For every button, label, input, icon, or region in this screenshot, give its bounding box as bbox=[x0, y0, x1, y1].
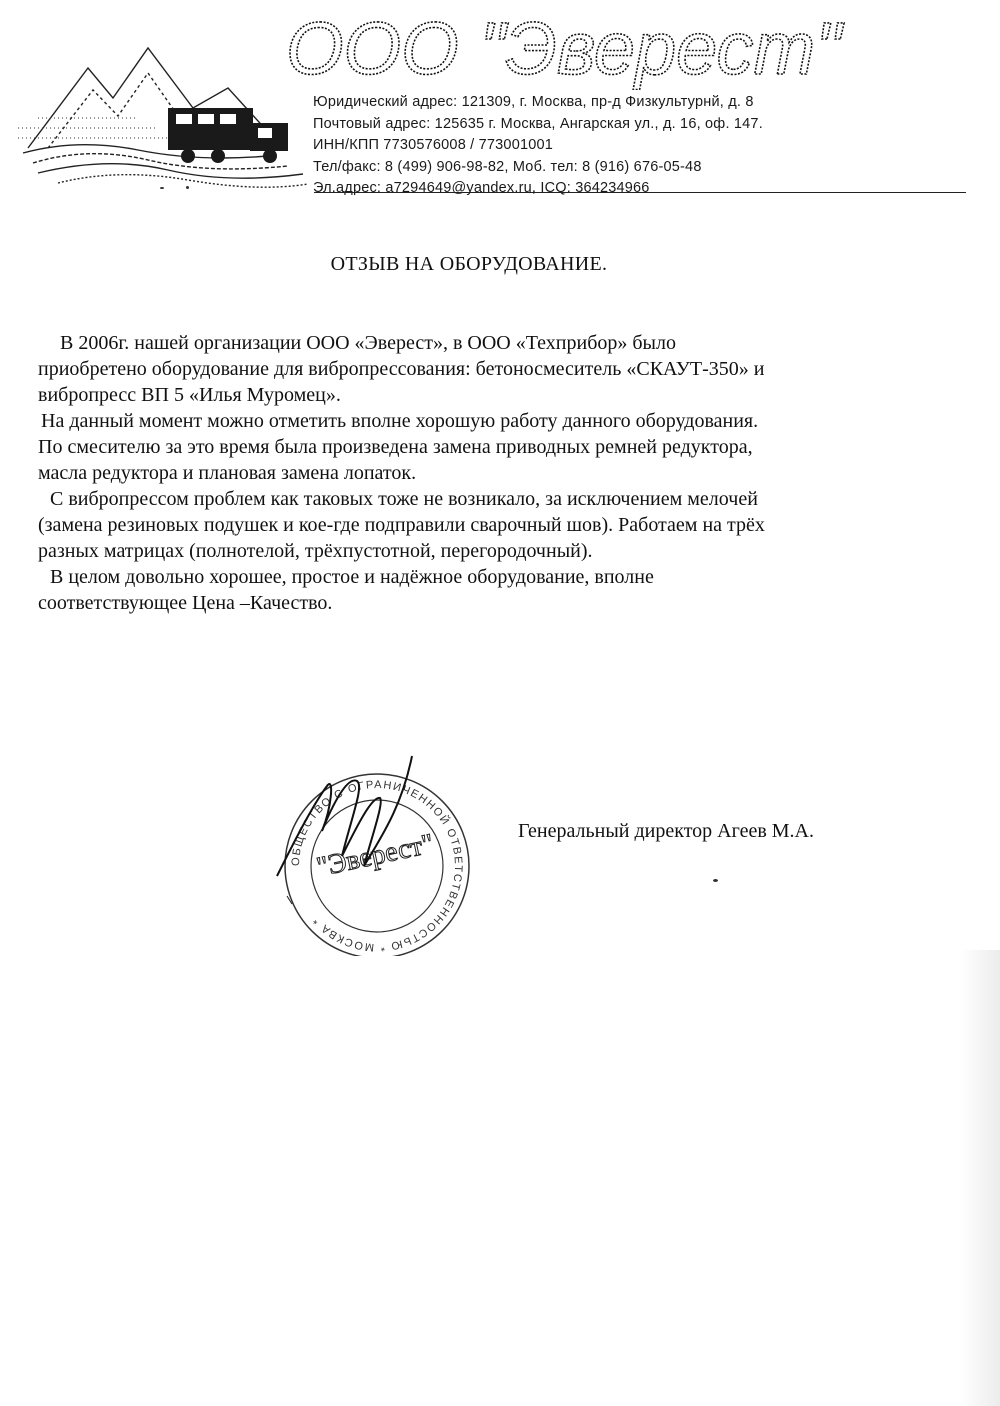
body-line: На данный момент можно отметить вполне хорошую работу данного оборудования. bbox=[41, 410, 759, 432]
body-line: вибропресс ВП 5 «Илья Муромец». bbox=[38, 384, 341, 406]
header-divider bbox=[314, 192, 966, 193]
scan-edge-shadow bbox=[960, 950, 1000, 1406]
legal-address: Юридический адрес: 121309, г. Москва, пр-д Физкультурнй, д. 8 bbox=[313, 94, 754, 110]
body-line: (замена резиновых подушек и кое-где подправили сварочный шов). Работаем на трёх bbox=[38, 514, 765, 536]
body-line: приобретено оборудование для вибропрессования: бетоносмеситель «СКАУТ-350» и bbox=[38, 358, 765, 380]
body-line: С вибропрессом проблем как таковых тоже не возникало, за исключением мелочей bbox=[50, 488, 758, 510]
address-block bbox=[313, 92, 763, 200]
phone-fax: Тел/факс: 8 (499) 906-98-82, Моб. тел: 8 (916) 676-05-48 bbox=[313, 158, 702, 175]
company-name-logotype bbox=[280, 2, 900, 90]
body-line: В целом довольно хорошее, простое и надёжное оборудование, вполне bbox=[50, 566, 654, 588]
signatory: Генеральный директор Агеев М.А. bbox=[518, 820, 814, 842]
body-line: разных матрицах (полнотелой, трёхпустотной, перегородочный). bbox=[38, 540, 593, 562]
seal-center-text: "Эверест" bbox=[313, 828, 437, 884]
body-line: масла редуктора и плановая замена лопаток. bbox=[38, 462, 417, 484]
document-body bbox=[38, 330, 928, 616]
body-line: соответствующее Цена –Качество. bbox=[38, 592, 333, 614]
scan-speck bbox=[186, 186, 189, 189]
body-line: В 2006г. нашей организации ООО «Эверест», в ООО «Техприбор» было bbox=[60, 332, 676, 354]
email-icq: Эл.адрес: a7294649@yandex.ru, ICQ: 364234966 bbox=[313, 180, 650, 196]
body-line: По смесителю за это время была произведена замена приводных ремней редуктора, bbox=[38, 436, 753, 458]
scan-speck bbox=[713, 879, 718, 882]
seal-ring-text: ОБЩЕСТВО С ОГРАНИЧЕННОЙ ОТВЕТСТВЕННОСТЬЮ * МОСКВА * bbox=[289, 778, 465, 954]
scan-speck bbox=[160, 187, 164, 189]
company-seal bbox=[272, 736, 482, 956]
document-title: ОТЗЫВ НА ОБОРУДОВАНИЕ. bbox=[330, 253, 608, 275]
postal-address: Почтовый адрес: 125635 г. Москва, Ангарская ул., д. 16, оф. 147. bbox=[313, 115, 763, 132]
tax-id: ИНН/КПП 7730576008 / 773001001 bbox=[313, 137, 554, 153]
mountain-truck-logo bbox=[18, 28, 318, 198]
company-name-text: ООО "Эверест" bbox=[286, 7, 842, 90]
letterhead bbox=[0, 0, 1000, 200]
